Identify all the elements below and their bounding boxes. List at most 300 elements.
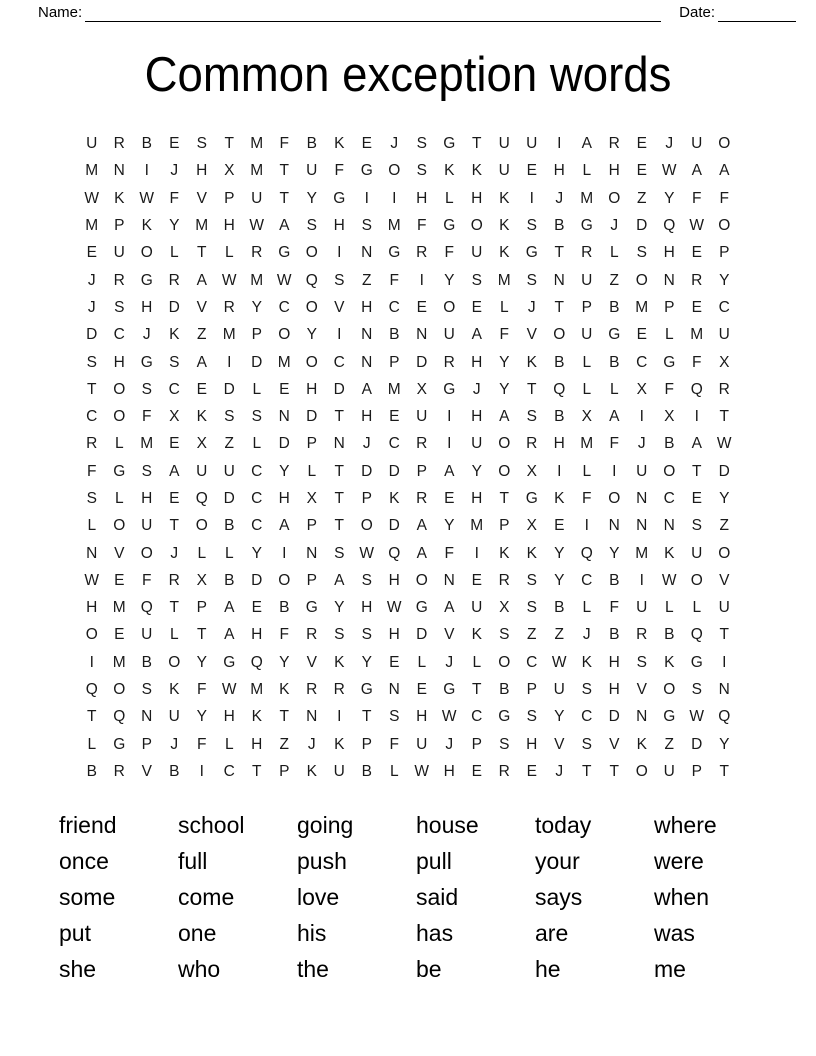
grid-cell[interactable]: L	[499, 298, 509, 316]
grid-cell[interactable]: D	[608, 708, 620, 726]
grid-cell[interactable]: D	[361, 462, 373, 480]
grid-cell[interactable]: W	[661, 162, 677, 180]
grid-cell[interactable]: R	[416, 435, 428, 453]
grid-cell[interactable]: A	[279, 217, 290, 235]
grid-cell[interactable]: T	[609, 762, 619, 780]
grid-cell[interactable]: X	[306, 490, 317, 507]
grid-cell[interactable]: E	[361, 135, 372, 153]
grid-cell[interactable]: O	[663, 462, 676, 480]
grid-cell[interactable]: K	[471, 162, 482, 180]
grid-cell[interactable]: T	[554, 244, 564, 262]
grid-cell[interactable]: N	[718, 681, 730, 699]
grid-cell[interactable]: Y	[306, 189, 317, 207]
grid-cell[interactable]: R	[306, 626, 318, 644]
grid-cell[interactable]: A	[581, 135, 592, 153]
grid-cell[interactable]: U	[498, 135, 510, 153]
grid-cell[interactable]: B	[609, 298, 620, 316]
grid-cell[interactable]: P	[141, 735, 152, 753]
grid-cell[interactable]: U	[663, 762, 675, 780]
grid-cell[interactable]: B	[389, 326, 400, 344]
grid-cell[interactable]: E	[526, 762, 537, 780]
grid-cell[interactable]: O	[608, 189, 621, 207]
grid-cell[interactable]: L	[582, 353, 592, 371]
grid-cell[interactable]: V	[526, 326, 537, 344]
grid-cell[interactable]: U	[141, 626, 153, 644]
grid-cell[interactable]: O	[498, 462, 511, 480]
grid-cell[interactable]: T	[279, 708, 289, 726]
grid-cell[interactable]: T	[252, 762, 262, 780]
grid-cell[interactable]: K	[114, 189, 125, 207]
grid-cell[interactable]: K	[526, 353, 537, 371]
grid-cell[interactable]: Q	[305, 271, 318, 289]
grid-cell[interactable]: E	[114, 626, 125, 644]
grid-cell[interactable]: L	[444, 189, 454, 207]
grid-cell[interactable]: S	[334, 626, 345, 644]
grid-cell[interactable]: T	[472, 681, 482, 699]
grid-cell[interactable]: N	[636, 490, 648, 507]
grid-cell[interactable]: F	[719, 189, 729, 207]
grid-cell[interactable]: T	[169, 517, 179, 535]
grid-cell[interactable]: E	[471, 298, 482, 316]
grid-cell[interactable]: S	[636, 244, 647, 262]
grid-cell[interactable]: J	[87, 298, 96, 316]
grid-cell[interactable]: B	[609, 353, 620, 371]
grid-cell[interactable]: M	[635, 298, 649, 316]
grid-cell[interactable]: S	[86, 490, 97, 507]
grid-cell[interactable]: V	[444, 626, 455, 644]
grid-cell[interactable]: N	[361, 326, 373, 344]
grid-cell[interactable]: F	[389, 735, 399, 753]
grid-cell[interactable]: F	[334, 162, 344, 180]
grid-cell[interactable]: F	[444, 544, 454, 562]
grid-cell[interactable]: Z	[197, 326, 207, 344]
grid-cell[interactable]: D	[278, 435, 290, 453]
grid-cell[interactable]: G	[608, 326, 621, 344]
grid-cell[interactable]: L	[582, 462, 592, 480]
grid-cell[interactable]: R	[498, 571, 510, 589]
grid-cell[interactable]: F	[279, 626, 289, 644]
grid-cell[interactable]: N	[113, 162, 125, 180]
grid-cell[interactable]: G	[690, 653, 703, 671]
grid-cell[interactable]: W	[221, 271, 237, 289]
grid-cell[interactable]: D	[86, 326, 98, 344]
grid-cell[interactable]: E	[196, 380, 207, 398]
grid-cell[interactable]: N	[388, 681, 400, 699]
grid-cell[interactable]: N	[306, 544, 318, 562]
grid-cell[interactable]: N	[306, 708, 318, 726]
grid-cell[interactable]: U	[141, 517, 153, 535]
grid-cell[interactable]: W	[414, 762, 430, 780]
grid-cell[interactable]: Q	[663, 217, 676, 235]
grid-cell[interactable]: A	[361, 380, 372, 398]
grid-cell[interactable]: J	[555, 762, 564, 780]
grid-cell[interactable]: A	[691, 162, 702, 180]
grid-cell[interactable]: X	[526, 462, 537, 480]
grid-cell[interactable]: S	[306, 217, 317, 235]
grid-cell[interactable]: B	[141, 135, 152, 153]
grid-cell[interactable]: W	[139, 189, 155, 207]
grid-cell[interactable]: Y	[719, 735, 730, 753]
grid-cell[interactable]: V	[719, 571, 730, 589]
grid-cell[interactable]: L	[389, 762, 399, 780]
grid-cell[interactable]: I	[364, 189, 369, 207]
grid-cell[interactable]: M	[690, 326, 704, 344]
grid-cell[interactable]: F	[142, 571, 152, 589]
grid-cell[interactable]: U	[333, 762, 345, 780]
grid-cell[interactable]: H	[333, 217, 345, 235]
grid-cell[interactable]: T	[719, 408, 729, 426]
grid-cell[interactable]: X	[581, 408, 592, 426]
grid-cell[interactable]: U	[636, 462, 648, 480]
grid-cell[interactable]: H	[388, 571, 400, 589]
grid-cell[interactable]: Q	[553, 380, 566, 398]
grid-cell[interactable]: K	[389, 490, 400, 507]
grid-cell[interactable]: U	[691, 135, 703, 153]
grid-cell[interactable]: K	[279, 681, 290, 699]
grid-cell[interactable]: D	[333, 380, 345, 398]
grid-cell[interactable]: G	[443, 380, 456, 398]
grid-cell[interactable]: M	[635, 544, 649, 562]
grid-cell[interactable]: D	[306, 408, 318, 426]
grid-cell[interactable]: O	[305, 298, 318, 316]
grid-cell[interactable]: R	[498, 762, 510, 780]
grid-cell[interactable]: P	[279, 762, 290, 780]
grid-cell[interactable]: A	[499, 408, 510, 426]
grid-cell[interactable]: D	[388, 462, 400, 480]
grid-cell[interactable]: H	[471, 189, 483, 207]
grid-cell[interactable]: Z	[527, 626, 537, 644]
grid-cell[interactable]: V	[196, 298, 207, 316]
grid-cell[interactable]: L	[472, 653, 482, 671]
grid-cell[interactable]: E	[86, 244, 97, 262]
grid-cell[interactable]: J	[170, 162, 179, 180]
grid-cell[interactable]: P	[306, 571, 317, 589]
grid-cell[interactable]: U	[553, 681, 565, 699]
grid-cell[interactable]: G	[388, 244, 401, 262]
grid-cell[interactable]: X	[526, 517, 537, 535]
grid-cell[interactable]: H	[223, 217, 235, 235]
grid-cell[interactable]: U	[416, 408, 428, 426]
grid-cell[interactable]: A	[471, 326, 482, 344]
grid-cell[interactable]: H	[196, 162, 208, 180]
grid-cell[interactable]: T	[197, 626, 207, 644]
grid-cell[interactable]: H	[663, 244, 675, 262]
grid-cell[interactable]: B	[609, 626, 620, 644]
grid-cell[interactable]: E	[389, 653, 400, 671]
grid-cell[interactable]: M	[250, 162, 264, 180]
grid-cell[interactable]: H	[471, 490, 483, 507]
grid-cell[interactable]: W	[551, 653, 567, 671]
grid-cell[interactable]: M	[85, 217, 99, 235]
grid-cell[interactable]: D	[251, 571, 263, 589]
grid-cell[interactable]: K	[499, 544, 510, 562]
grid-cell[interactable]: B	[169, 762, 180, 780]
grid-cell[interactable]: N	[553, 271, 565, 289]
grid-cell[interactable]: L	[664, 599, 674, 617]
grid-cell[interactable]: R	[168, 571, 180, 589]
grid-cell[interactable]: R	[306, 681, 318, 699]
grid-cell[interactable]: I	[337, 244, 342, 262]
grid-cell[interactable]: U	[471, 435, 483, 453]
grid-cell[interactable]: F	[389, 271, 399, 289]
grid-cell[interactable]: G	[498, 708, 511, 726]
grid-cell[interactable]: W	[661, 571, 677, 589]
grid-cell[interactable]: H	[526, 735, 538, 753]
grid-cell[interactable]: K	[554, 490, 565, 507]
grid-cell[interactable]: Q	[718, 708, 731, 726]
grid-cell[interactable]: B	[224, 571, 235, 589]
grid-cell[interactable]: Q	[140, 599, 153, 617]
grid-cell[interactable]: S	[691, 681, 702, 699]
grid-cell[interactable]: H	[608, 681, 620, 699]
grid-cell[interactable]: O	[305, 353, 318, 371]
grid-cell[interactable]: L	[664, 326, 674, 344]
grid-cell[interactable]: T	[554, 298, 564, 316]
grid-cell[interactable]: P	[416, 462, 427, 480]
grid-cell[interactable]: S	[141, 681, 152, 699]
grid-cell[interactable]: H	[361, 298, 373, 316]
grid-cell[interactable]: K	[444, 162, 455, 180]
grid-cell[interactable]: H	[608, 653, 620, 671]
grid-cell[interactable]: P	[361, 735, 372, 753]
grid-cell[interactable]: J	[142, 326, 151, 344]
grid-cell[interactable]: V	[554, 735, 565, 753]
grid-cell[interactable]: I	[447, 408, 452, 426]
grid-cell[interactable]: U	[691, 544, 703, 562]
grid-cell[interactable]: Y	[279, 653, 290, 671]
grid-cell[interactable]: L	[224, 735, 234, 753]
grid-cell[interactable]: M	[250, 681, 264, 699]
grid-cell[interactable]: Y	[196, 708, 207, 726]
grid-cell[interactable]: E	[471, 571, 482, 589]
grid-cell[interactable]: J	[390, 135, 399, 153]
grid-cell[interactable]: Y	[251, 544, 262, 562]
grid-cell[interactable]: R	[443, 353, 455, 371]
grid-cell[interactable]: A	[719, 162, 730, 180]
grid-cell[interactable]: F	[142, 408, 152, 426]
grid-cell[interactable]: B	[306, 135, 317, 153]
grid-cell[interactable]: A	[196, 353, 207, 371]
grid-cell[interactable]: T	[582, 762, 592, 780]
grid-cell[interactable]: O	[498, 435, 511, 453]
grid-cell[interactable]: U	[498, 162, 510, 180]
grid-cell[interactable]: T	[169, 599, 179, 617]
grid-cell[interactable]: U	[471, 599, 483, 617]
grid-cell[interactable]: T	[692, 462, 702, 480]
word-search-grid[interactable]	[78, 130, 738, 785]
grid-cell[interactable]: G	[443, 681, 456, 699]
grid-cell[interactable]: F	[417, 217, 427, 235]
grid-cell[interactable]: L	[224, 544, 234, 562]
grid-cell[interactable]: A	[609, 408, 620, 426]
grid-cell[interactable]: O	[278, 571, 291, 589]
grid-cell[interactable]: O	[498, 653, 511, 671]
grid-cell[interactable]: E	[526, 162, 537, 180]
grid-cell[interactable]: H	[141, 298, 153, 316]
grid-cell[interactable]: O	[388, 162, 401, 180]
grid-cell[interactable]: P	[526, 681, 537, 699]
grid-cell[interactable]: O	[553, 326, 566, 344]
grid-cell[interactable]: Y	[719, 490, 730, 507]
grid-cell[interactable]: O	[718, 544, 731, 562]
grid-cell[interactable]: O	[305, 244, 318, 262]
grid-cell[interactable]: A	[279, 517, 290, 535]
grid-cell[interactable]: S	[224, 408, 235, 426]
grid-cell[interactable]: B	[554, 599, 565, 617]
grid-cell[interactable]: T	[362, 708, 372, 726]
grid-cell[interactable]: C	[663, 490, 675, 507]
grid-cell[interactable]: M	[470, 517, 484, 535]
grid-cell[interactable]: M	[387, 217, 401, 235]
grid-cell[interactable]: K	[664, 544, 675, 562]
grid-cell[interactable]: N	[636, 708, 648, 726]
grid-cell[interactable]: D	[251, 353, 263, 371]
grid-cell[interactable]: L	[197, 544, 207, 562]
grid-cell[interactable]: L	[417, 653, 427, 671]
grid-cell[interactable]: C	[251, 490, 263, 507]
grid-cell[interactable]: C	[251, 517, 263, 535]
grid-cell[interactable]: O	[168, 653, 181, 671]
grid-cell[interactable]: A	[334, 571, 345, 589]
grid-cell[interactable]: E	[471, 762, 482, 780]
grid-cell[interactable]: P	[224, 189, 235, 207]
grid-cell[interactable]: J	[665, 135, 674, 153]
grid-cell[interactable]: O	[140, 244, 153, 262]
grid-cell[interactable]: F	[664, 380, 674, 398]
grid-cell[interactable]: S	[526, 408, 537, 426]
grid-cell[interactable]: G	[360, 162, 373, 180]
grid-cell[interactable]: N	[361, 353, 373, 371]
grid-cell[interactable]: X	[196, 435, 207, 453]
grid-cell[interactable]: A	[416, 517, 427, 535]
grid-cell[interactable]: F	[444, 244, 454, 262]
grid-cell[interactable]: F	[582, 490, 592, 507]
grid-cell[interactable]: T	[719, 762, 729, 780]
grid-cell[interactable]: N	[416, 326, 428, 344]
grid-cell[interactable]: N	[333, 435, 345, 453]
grid-cell[interactable]: X	[719, 353, 730, 371]
grid-cell[interactable]: I	[639, 408, 644, 426]
grid-cell[interactable]: A	[691, 435, 702, 453]
grid-cell[interactable]: L	[114, 435, 124, 453]
grid-cell[interactable]: O	[608, 490, 621, 507]
grid-cell[interactable]: Y	[554, 708, 565, 726]
grid-cell[interactable]: W	[716, 435, 732, 453]
grid-cell[interactable]: D	[416, 626, 428, 644]
grid-cell[interactable]: K	[499, 189, 510, 207]
grid-cell[interactable]: T	[87, 708, 97, 726]
grid-cell[interactable]: S	[251, 408, 262, 426]
grid-cell[interactable]: R	[416, 490, 428, 507]
grid-cell[interactable]: Z	[362, 271, 372, 289]
grid-cell[interactable]: S	[196, 135, 207, 153]
grid-cell[interactable]: L	[87, 517, 97, 535]
grid-cell[interactable]: Q	[690, 626, 703, 644]
grid-cell[interactable]: U	[581, 271, 593, 289]
grid-cell[interactable]: D	[223, 380, 235, 398]
grid-cell[interactable]: Z	[224, 435, 234, 453]
grid-cell[interactable]: Q	[690, 380, 703, 398]
grid-cell[interactable]: G	[223, 653, 236, 671]
grid-cell[interactable]: U	[416, 735, 428, 753]
grid-cell[interactable]: B	[86, 762, 97, 780]
grid-cell[interactable]: V	[609, 735, 620, 753]
grid-cell[interactable]: T	[334, 517, 344, 535]
grid-cell[interactable]: R	[113, 271, 125, 289]
grid-cell[interactable]: L	[692, 599, 702, 617]
grid-cell[interactable]: Y	[334, 599, 345, 617]
grid-cell[interactable]: K	[526, 544, 537, 562]
grid-cell[interactable]: W	[276, 271, 292, 289]
grid-cell[interactable]: R	[581, 244, 593, 262]
grid-cell[interactable]: F	[87, 462, 97, 480]
grid-cell[interactable]: C	[718, 298, 730, 316]
grid-cell[interactable]: C	[223, 762, 235, 780]
grid-cell[interactable]: Y	[444, 271, 455, 289]
grid-cell[interactable]: E	[251, 599, 262, 617]
grid-cell[interactable]: O	[443, 298, 456, 316]
grid-cell[interactable]: S	[416, 162, 427, 180]
grid-cell[interactable]: E	[691, 298, 702, 316]
grid-cell[interactable]: C	[581, 571, 593, 589]
grid-cell[interactable]: Y	[609, 544, 620, 562]
grid-cell[interactable]: E	[636, 162, 647, 180]
grid-cell[interactable]: I	[282, 544, 287, 562]
grid-cell[interactable]: G	[580, 217, 593, 235]
grid-cell[interactable]: E	[691, 490, 702, 507]
grid-cell[interactable]: S	[499, 626, 510, 644]
grid-cell[interactable]: G	[333, 189, 346, 207]
grid-cell[interactable]: I	[337, 326, 342, 344]
grid-cell[interactable]: P	[251, 326, 262, 344]
grid-cell[interactable]: P	[691, 762, 702, 780]
grid-cell[interactable]: E	[389, 408, 400, 426]
grid-cell[interactable]: W	[441, 708, 457, 726]
grid-cell[interactable]: D	[223, 490, 235, 507]
grid-cell[interactable]: C	[388, 298, 400, 316]
grid-cell[interactable]: U	[718, 326, 730, 344]
grid-cell[interactable]: K	[306, 762, 317, 780]
grid-cell[interactable]: B	[664, 626, 675, 644]
grid-cell[interactable]: C	[278, 298, 290, 316]
grid-cell[interactable]: G	[113, 462, 126, 480]
grid-cell[interactable]: G	[525, 244, 538, 262]
grid-cell[interactable]: Y	[719, 271, 730, 289]
grid-cell[interactable]: Q	[388, 544, 401, 562]
grid-cell[interactable]: T	[197, 244, 207, 262]
grid-cell[interactable]: D	[416, 353, 428, 371]
grid-cell[interactable]: S	[334, 544, 345, 562]
grid-cell[interactable]: R	[636, 626, 648, 644]
grid-cell[interactable]: I	[612, 462, 617, 480]
grid-cell[interactable]: F	[692, 189, 702, 207]
grid-cell[interactable]: W	[689, 217, 705, 235]
grid-cell[interactable]: O	[635, 271, 648, 289]
grid-cell[interactable]: B	[141, 653, 152, 671]
grid-cell[interactable]: L	[169, 244, 179, 262]
grid-cell[interactable]: E	[114, 571, 125, 589]
grid-cell[interactable]: P	[389, 353, 400, 371]
grid-cell[interactable]: E	[416, 681, 427, 699]
grid-cell[interactable]: G	[278, 244, 291, 262]
grid-cell[interactable]: D	[636, 217, 648, 235]
grid-cell[interactable]: N	[663, 271, 675, 289]
grid-cell[interactable]: T	[334, 490, 344, 507]
grid-cell[interactable]: E	[169, 135, 180, 153]
grid-cell[interactable]: C	[636, 353, 648, 371]
grid-cell[interactable]: D	[718, 462, 730, 480]
grid-cell[interactable]: E	[416, 298, 427, 316]
